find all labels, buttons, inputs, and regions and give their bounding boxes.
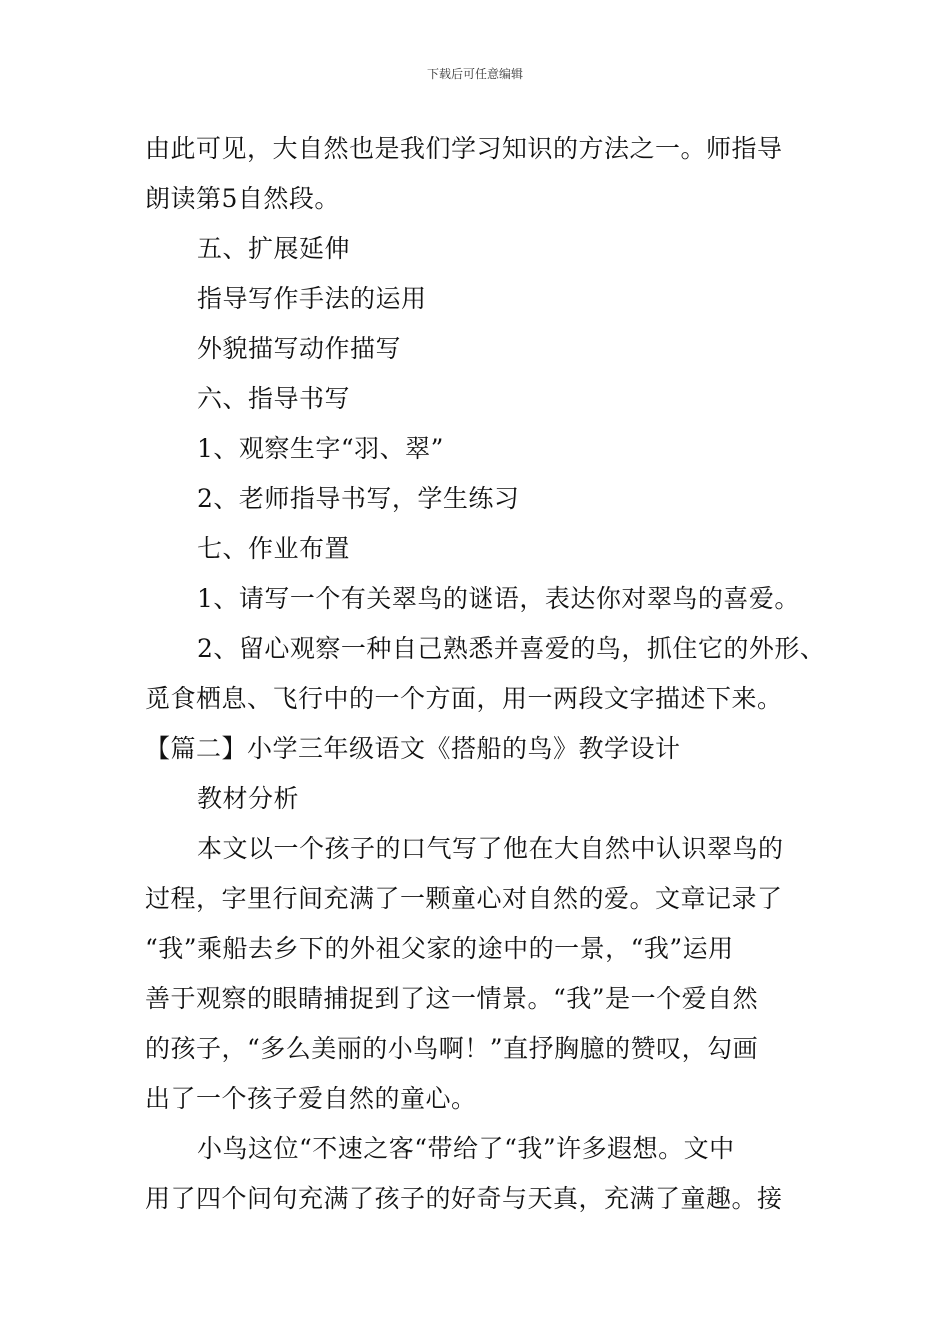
text-line: 外貌描写动作描写 (197, 334, 402, 363)
text-line: 2、老师指导书写，学生练习 (197, 484, 520, 513)
text-line: 由此可见，大自然也是我们学习知识的方法之一。师指导 (145, 134, 783, 163)
text-line: 小鸟这位“不速之客“带给了“我”许多遐想。文中 (197, 1134, 735, 1163)
text-line: 出了一个孩子爱自然的童心。 (145, 1084, 477, 1113)
page-header: 下载后可任意编辑 (426, 67, 523, 81)
text-line: 指导写作手法的运用 (197, 284, 427, 313)
text-line: 的孩子，“多么美丽的小鸟啊！”直抒胸臆的赞叹，勾画 (145, 1034, 759, 1063)
section-heading: 五、扩展延伸 (197, 234, 351, 263)
section-heading: 六、指导书写 (197, 384, 351, 413)
document-body (145, 124, 825, 1224)
text-line: 朗读第5自然段。 (145, 184, 340, 213)
section-heading: 七、作业布置 (197, 534, 351, 563)
text-line: 1、观察生字“羽、翠” (197, 434, 444, 463)
article-title: 【篇二】小学三年级语文《搭船的鸟》教学设计 (145, 734, 681, 763)
section-heading: 教材分析 (197, 784, 300, 813)
text-line: 过程，字里行间充满了一颗童心对自然的爱。文章记录了 (145, 884, 783, 913)
text-line: 用了四个问句充满了孩子的好奇与天真，充满了童趣。接 (145, 1184, 783, 1213)
text-line: 1、请写一个有关翠鸟的谜语，表达你对翠鸟的喜爱。 (197, 584, 800, 613)
text-line: 觅食栖息、飞行中的一个方面，用一两段文字描述下来。 (145, 684, 783, 713)
text-line: “我”乘船去乡下的外祖父家的途中的一景，“我”运用 (145, 934, 734, 963)
text-line: 2、留心观察一种自己熟悉并喜爱的鸟，抓住它的外形、 (197, 634, 826, 663)
text-line: 善于观察的眼睛捕捉到了这一情景。“我”是一个爱自然 (145, 984, 759, 1013)
text-line: 本文以一个孩子的口气写了他在大自然中认识翠鸟的 (197, 834, 784, 863)
